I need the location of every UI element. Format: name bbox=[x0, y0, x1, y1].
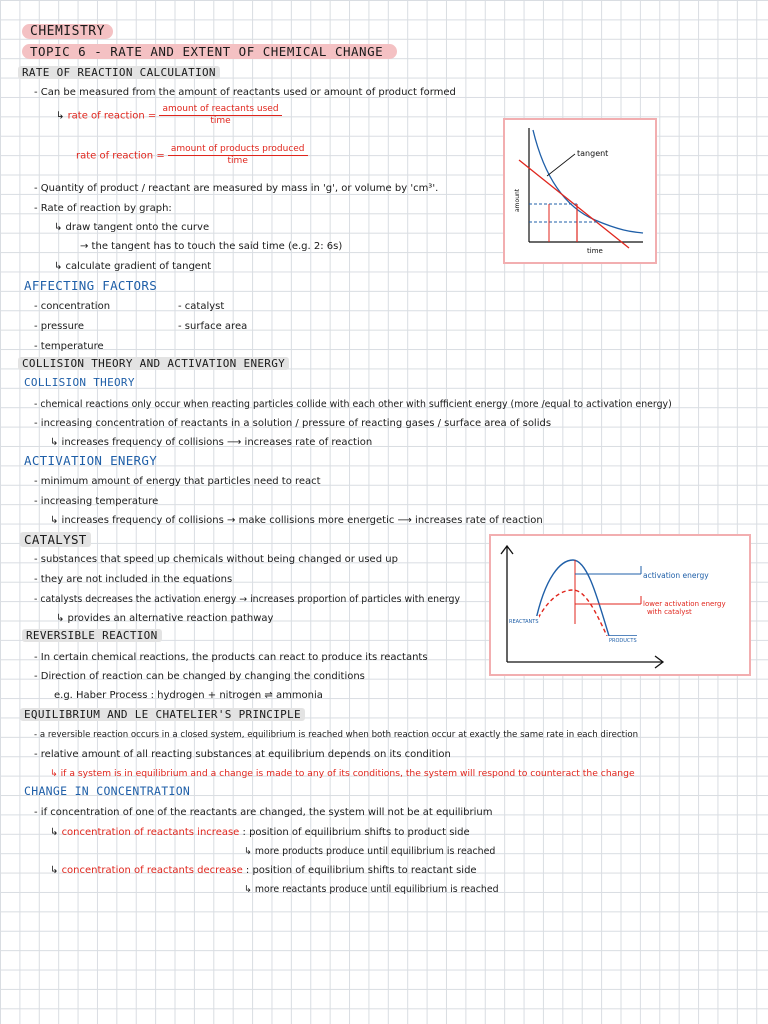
tangent-graph-svg bbox=[505, 120, 655, 262]
graph2-lower-label-1: lower activation energy bbox=[643, 600, 726, 608]
topic-title: TOPIC 6 - RATE AND EXTENT OF CHEMICAL CHANGE bbox=[22, 44, 397, 59]
rate-line-3: - Rate of reaction by graph: bbox=[34, 203, 172, 214]
activation-line-2: - increasing temperature bbox=[34, 496, 159, 507]
factor-catalyst: - catalyst bbox=[178, 301, 225, 312]
rate-formula-products: rate of reaction = $\frac{\text{amount of products produced}}{\text{time}}$ bbox=[76, 144, 308, 167]
subject-title: CHEMISTRY bbox=[22, 24, 113, 39]
catalyst-heading: CATALYST bbox=[20, 532, 91, 547]
activation-line-3: ↳ increases frequency of collisions → make collisions more energetic ⟶ increases rate of reaction bbox=[50, 515, 543, 526]
activation-energy-graph-svg bbox=[491, 536, 749, 674]
graph1-x-label: time bbox=[587, 247, 603, 255]
graph1-pointer bbox=[547, 154, 575, 176]
graph2-activation-label: activation energy bbox=[643, 571, 709, 580]
rate-line-6: ↳ calculate gradient of tangent bbox=[54, 261, 212, 272]
concentration-increase-row: ↳ concentration of reactants increase : position of equilibrium shifts to product side bbox=[50, 827, 470, 838]
concentration-decrease-sub: ↳ more reactants produce until equilibrium is reached bbox=[244, 884, 499, 895]
graph2-reactants-label: REACTANTS bbox=[509, 619, 539, 625]
concentration-decrease-text: : position of equilibrium shifts to reactant side bbox=[245, 865, 477, 876]
catalyst-line-4: ↳ provides an alternative reaction pathway bbox=[56, 613, 274, 624]
graph1-tangent-label: tangent bbox=[577, 149, 609, 158]
catalyst-line-3: - catalysts decreases the activation energy → increases proportion of particles with energy bbox=[34, 594, 461, 605]
factors-heading: AFFECTING FACTORS bbox=[24, 278, 158, 293]
activation-energy-graph bbox=[489, 534, 751, 676]
concentration-increase-sub: ↳ more products produce until equilibrium is reached bbox=[244, 846, 496, 857]
concentration-decrease-row: ↳ concentration of reactants decrease : position of equilibrium shifts to reactant side bbox=[50, 865, 477, 876]
rate-heading: RATE OF REACTION CALCULATION bbox=[18, 66, 220, 79]
factor-pressure: - pressure bbox=[34, 321, 84, 332]
activation-line-1: - minimum amount of energy that particles need to react bbox=[34, 476, 321, 487]
rate-line-2: - Quantity of product / reactant are measured by mass in 'g', or volume by 'cm³'. bbox=[34, 183, 439, 194]
graph2-lower-label-2: with catalyst bbox=[647, 608, 692, 616]
graph1-y-label: amount bbox=[514, 188, 521, 212]
rate-formula-reactants: ↳ rate of reaction = $\frac{\text{amount of reactants used}}{\text{time}}$ bbox=[56, 104, 282, 127]
equilibrium-heading: EQUILIBRIUM AND LE CHATELIER'S PRINCIPLE bbox=[20, 708, 305, 721]
concentration-heading: CHANGE IN CONCENTRATION bbox=[24, 784, 191, 798]
tangent-graph bbox=[503, 118, 657, 264]
collision-subheading: COLLISION THEORY bbox=[24, 376, 135, 389]
graph2-products-label: PRODUCTS bbox=[609, 638, 637, 644]
concentration-increase-text: : position of equilibrium shifts to product side bbox=[242, 827, 470, 838]
collision-heading: COLLISION THEORY AND ACTIVATION ENERGY bbox=[18, 357, 289, 370]
catalyst-line-1: - substances that speed up chemicals without being changed or used up bbox=[34, 554, 398, 565]
rate-line-4: ↳ draw tangent onto the curve bbox=[54, 222, 210, 233]
reversible-heading: REVERSIBLE REACTION bbox=[22, 629, 162, 642]
reversible-line-1: - In certain chemical reactions, the products can react to produce its reactants bbox=[34, 652, 428, 663]
factor-concentration: - concentration bbox=[34, 301, 111, 312]
collision-line-3: ↳ increases frequency of collisions ⟶ increases rate of reaction bbox=[50, 437, 373, 448]
equilibrium-line-2: - relative amount of all reacting substances at equilibrium depends on its condition bbox=[34, 749, 451, 760]
reversible-line-2: - Direction of reaction can be changed by changing the conditions bbox=[34, 671, 365, 682]
activation-heading: ACTIVATION ENERGY bbox=[24, 453, 158, 468]
collision-line-1: - chemical reactions only occur when reacting particles collide with each other with sufficient energy (more /equal to activation energy) bbox=[34, 399, 672, 410]
concentration-line-1: - if concentration of one of the reactants are changed, the system will not be at equilibrium bbox=[34, 807, 493, 818]
catalyst-line-2: - they are not included in the equations bbox=[34, 574, 233, 585]
concentration-decrease-label: concentration of reactants decrease bbox=[61, 865, 243, 876]
factor-surface-area: - surface area bbox=[178, 321, 248, 332]
rate-line-1: - Can be measured from the amount of reactants used or amount of product formed bbox=[34, 87, 456, 98]
factor-temperature: - temperature bbox=[34, 341, 104, 352]
concentration-increase-label: concentration of reactants increase bbox=[61, 827, 240, 838]
equilibrium-line-1: - a reversible reaction occurs in a closed system, equilibrium is reached when both reaction occur at exactly the same rate in each direction bbox=[34, 730, 639, 740]
rate-line-5: → the tangent has to touch the said time (e.g. 2: 6s) bbox=[80, 241, 343, 252]
collision-line-2: - increasing concentration of reactants in a solution / pressure of reacting gases / surface area of solids bbox=[34, 418, 552, 429]
equilibrium-line-3: ↳ if a system is in equilibrium and a change is made to any of its conditions, the system will respond to counteract the change bbox=[50, 768, 635, 779]
reversible-line-3: e.g. Haber Process : hydrogen + nitrogen ⇌ ammonia bbox=[54, 690, 323, 701]
